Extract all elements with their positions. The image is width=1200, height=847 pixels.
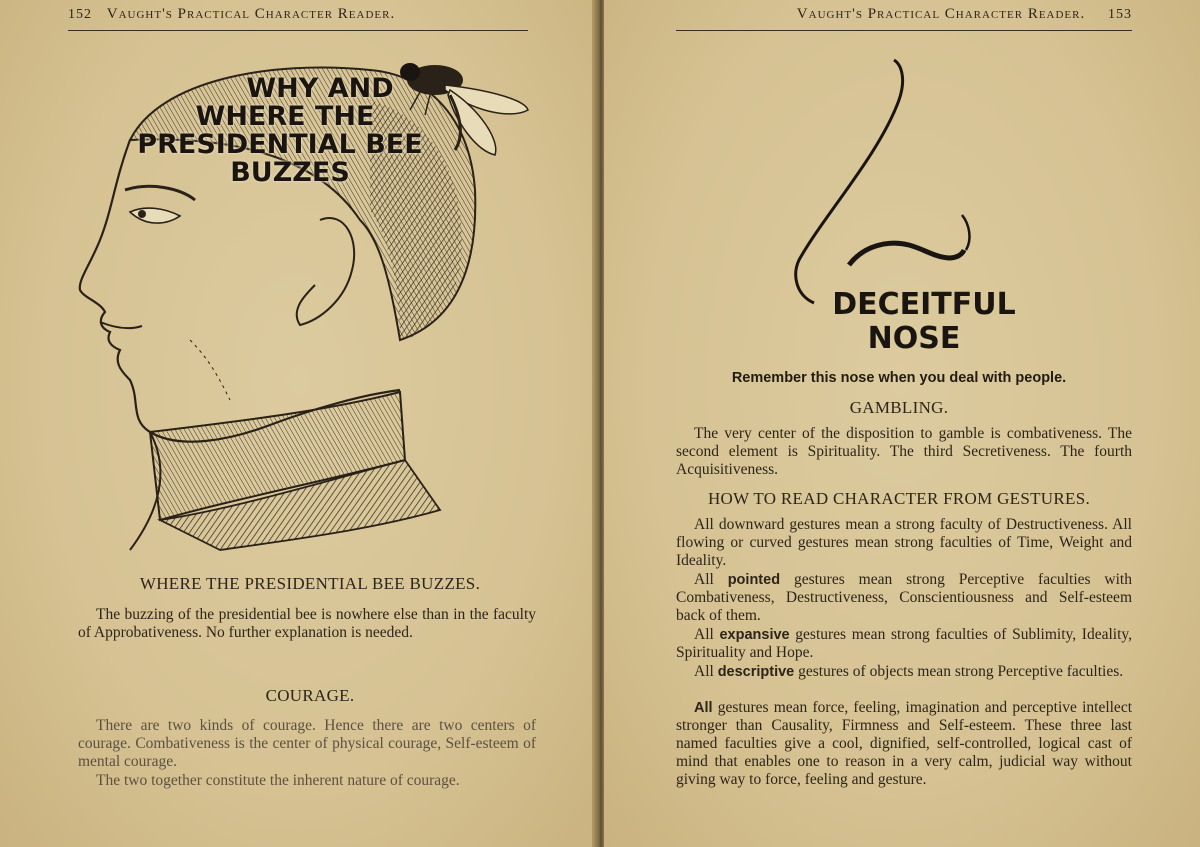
left-running-head — [68, 6, 528, 31]
nose-illustration — [784, 55, 1024, 305]
poster-line-4: BUZZES — [230, 157, 350, 188]
gestures-paragraph-5 — [676, 699, 1132, 789]
gestures-p2-pre: All — [694, 571, 714, 588]
gestures-p5-bold: All — [694, 700, 713, 716]
gestures-p3-post: gestures mean strong faculties of Sublimity, Ideality, Spirituality and Hope. — [676, 626, 1133, 661]
head-illustration — [70, 40, 540, 560]
gestures-paragraph-2 — [676, 571, 1132, 625]
gestures-paragraph-1: All downward gestures mean a strong faculty of Destructiveness. All flowing or curved gestures mean strong faculties of Time, Weight and Ideality. — [676, 516, 1132, 569]
bee-section-heading: WHERE THE PRESIDENTIAL BEE BUZZES. — [139, 574, 481, 593]
gestures-p4-bold: descriptive — [717, 664, 795, 680]
nose-label-line-2: NOSE — [867, 321, 961, 356]
gestures-heading: HOW TO READ CHARACTER FROM GESTURES. — [707, 489, 1090, 508]
gestures-p2-bold: pointed — [727, 572, 781, 588]
gambling-heading: GAMBLING. — [849, 398, 949, 417]
left-running-title: Vaught's Practical Character Reader. — [106, 6, 396, 22]
gambling-paragraph: The very center of the disposition to gamble is combativeness. The second element is Spirituality. The third Secretiveness. The fourth Acquisitiveness. — [676, 425, 1132, 478]
nose-caption: Remember this nose when you deal with people. — [731, 370, 1067, 386]
gestures-p3-bold: expansive — [719, 627, 790, 643]
gestures-p4-pre: All — [694, 663, 714, 680]
left-page-number: 152 — [68, 7, 92, 22]
gestures-p3-pre: All — [694, 626, 714, 643]
right-page — [604, 0, 1200, 847]
right-running-head — [676, 6, 1132, 31]
poster-line-2: WHERE THE — [195, 101, 375, 132]
right-page-number: 153 — [1108, 7, 1132, 22]
gestures-p4-post: gestures of objects mean strong Perceptive faculties. — [798, 663, 1124, 680]
nose-label-line-1: DECEITFUL — [832, 287, 1016, 322]
nose-label — [804, 288, 1024, 356]
courage-heading: COURAGE. — [265, 686, 355, 705]
right-running-title: Vaught's Practical Character Reader. — [796, 6, 1086, 22]
poster-line-1: WHY AND — [246, 73, 394, 104]
bee-paragraph: The buzzing of the presidential bee is nowhere else than in the faculty of Approbativeness. No further explanation is needed. — [78, 606, 536, 641]
gestures-paragraph-3 — [676, 626, 1132, 662]
poster-line-3: PRESIDENTIAL BEE — [137, 129, 423, 160]
left-page — [0, 0, 598, 847]
courage-paragraph-1: There are two kinds of courage. Hence there are two centers of courage. Combativeness is the center of physical courage, Self-esteem of mental courage. — [78, 717, 536, 770]
nose-profile-drawing — [784, 55, 1024, 305]
courage-paragraph-2: The two together constitute the inherent nature of courage. — [96, 772, 460, 789]
gestures-paragraph-4 — [676, 663, 1132, 681]
gestures-p2-post: gestures mean strong Perceptive faculties with Combativeness, Destructiveness, Conscientiousness and Self-esteem back of them. — [676, 571, 1132, 624]
gestures-p5-post: gestures mean force, feeling, imagination and perceptive intellect stronger than Causality, Firmness and Self-esteem. These three last named faculties give a cool, dignified, self-controlled, logical cast of mind that enables one to reason in a very calm, judicial way without giving way to force, feeling and gesture. — [676, 699, 1133, 788]
bee-poster-title — [130, 75, 430, 187]
